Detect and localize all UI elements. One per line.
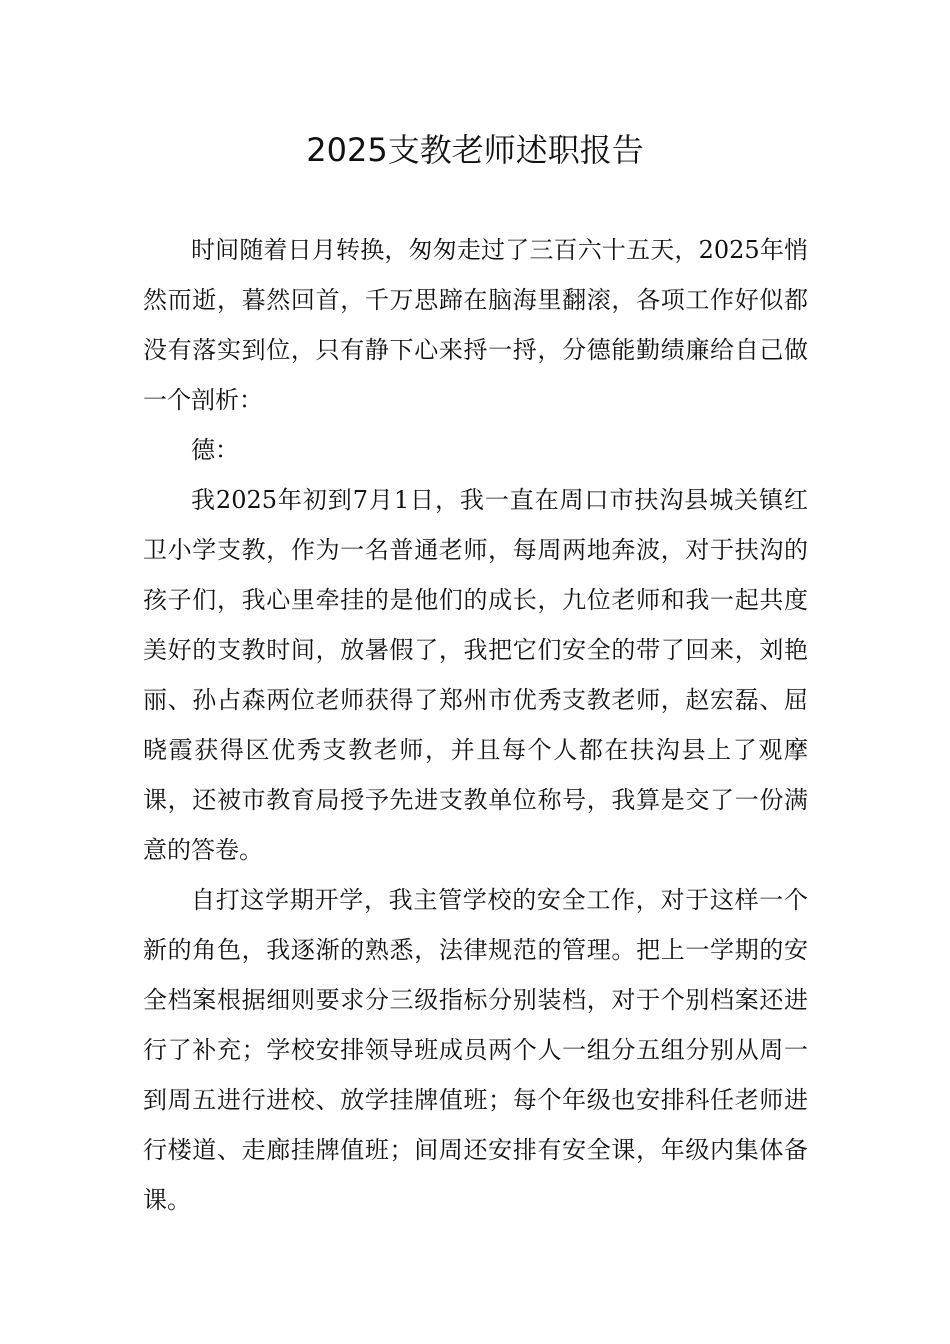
paragraph-section-heading: 德： — [191, 436, 239, 464]
paragraph-safety-work: 自打这学期开学，我主管学校的安全工作，对于这样一个新的角色，我逐渐的熟悉，法律规范的管理。把上一学期的安全档案根据细则要求分三级指标分别装档，对于个别档案还进行了补充；学校安排领导班成员两个人一组分五组分别从周一到周五进行进校、放学挂牌值班；每个年级也安排科任老师进行楼道、走廊挂牌值班；间周还安排有安全课，年级内集体备课。 — [143, 886, 808, 1214]
document-body — [143, 225, 808, 1225]
document-title: 2025支教老师述职报告 — [306, 131, 644, 169]
paragraph-support-teaching: 我2025年初到7月1日，我一直在周口市扶沟县城关镇红卫小学支教，作为一名普通老师，每周两地奔波，对于扶沟的孩子们，我心里牵挂的是他们的成长，九位老师和我一起共度美好的支教时间，放暑假了，我把它们安全的带了回来，刘艳丽、孙占森两位老师获得了郑州市优秀支教老师，赵宏磊、屈晓霞获得区优秀支教老师，并且每个人都在扶沟县上了观摩课，还被市教育局授予先进支教单位称号，我算是交了一份满意的答卷。 — [143, 486, 808, 864]
paragraph-intro: 时间随着日月转换，匆匆走过了三百六十五天，2025年悄然而逝，暮然回首，千万思蹄在脑海里翻滚，各项工作好似都没有落实到位，只有静下心来捋一捋，分德能勤绩廉给自己做一个剖析： — [143, 236, 808, 414]
